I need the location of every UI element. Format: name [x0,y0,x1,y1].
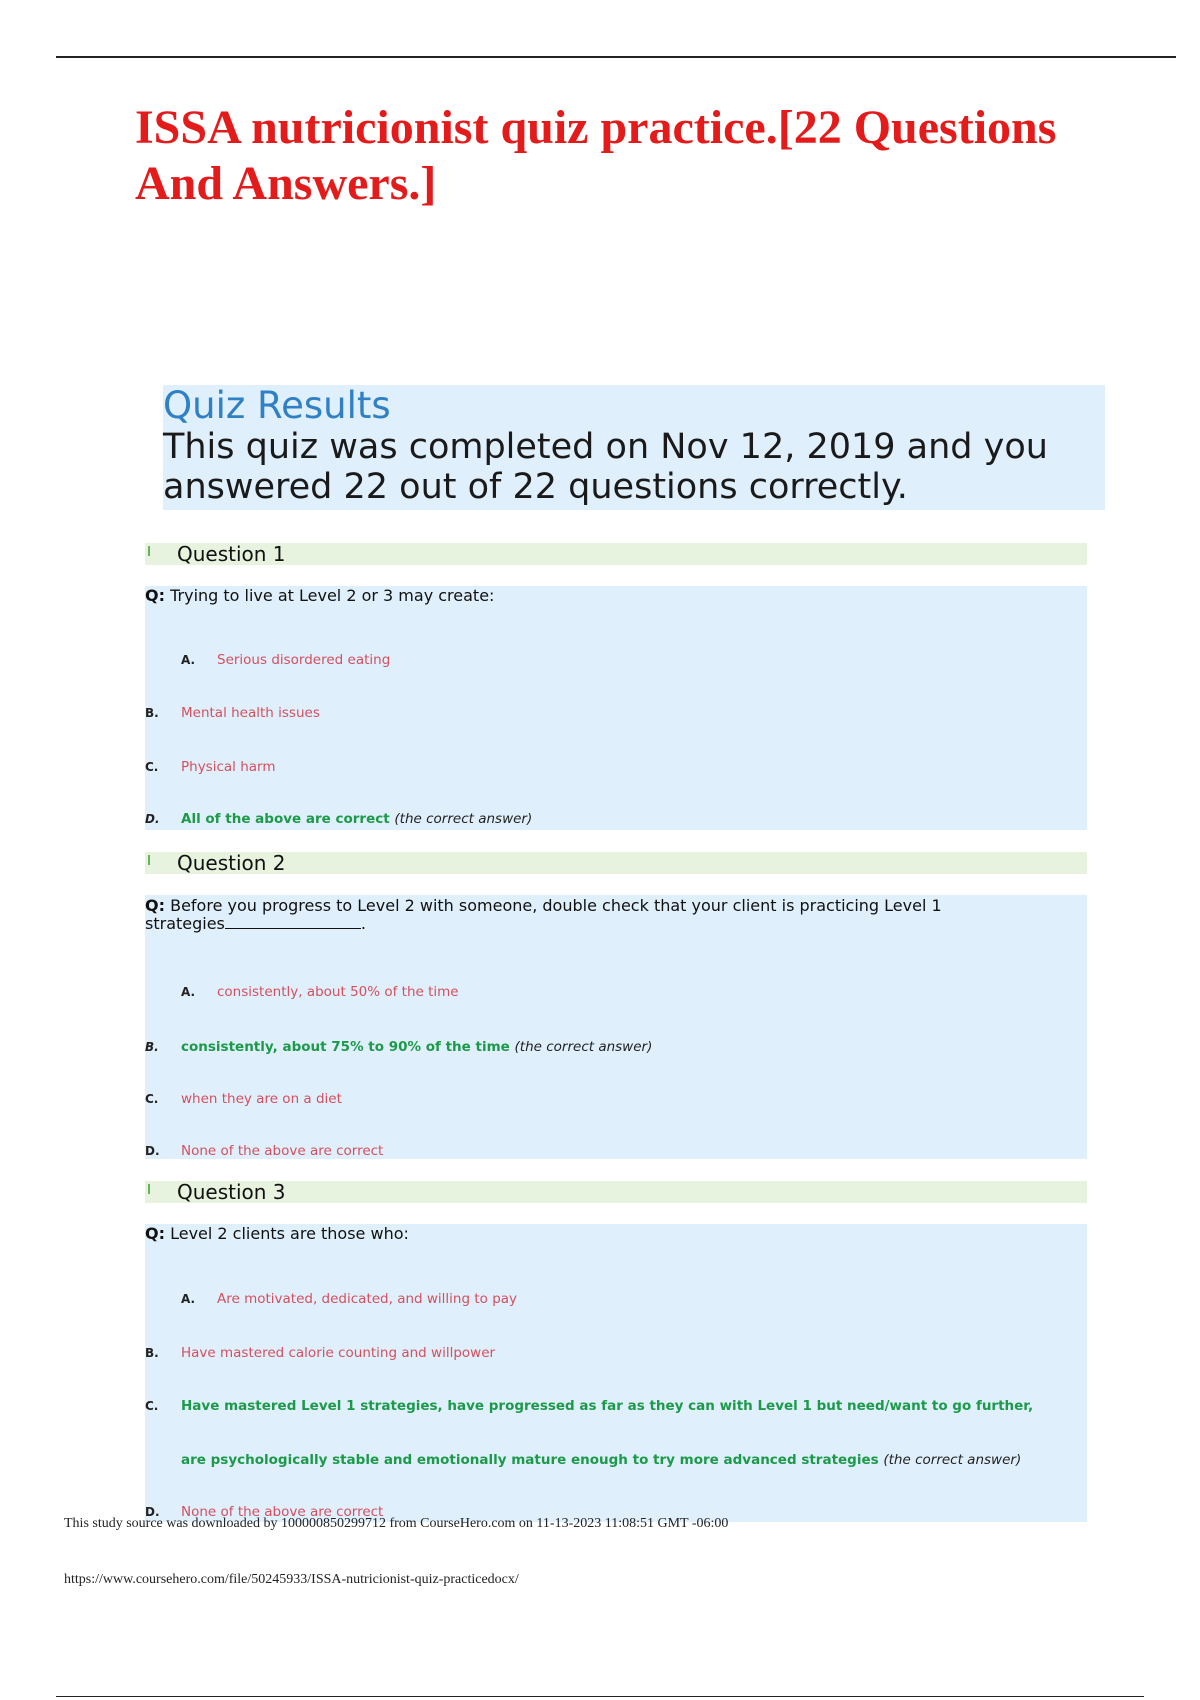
question-text [145,587,1005,605]
question-prompt: Level 2 clients are those who: [170,1224,409,1243]
question-text [145,897,1005,933]
option-letter: B. [145,706,159,720]
option-letter: D. [145,812,160,826]
question-body [145,1224,1087,1522]
option-letter: A. [181,1292,196,1306]
option-letter: B. [145,1346,159,1360]
question-label: Question 3 [177,1180,286,1204]
option-text: Physical harm [181,759,276,775]
question-prompt: Trying to live at Level 2 or 3 may create: [170,586,495,605]
option-letter: A. [181,985,196,999]
question-prefix: Q: [145,896,165,915]
quiz-results-heading: Quiz Results [163,384,391,427]
option-text: Mental health issues [181,705,320,721]
document-title: ISSA nutricionist quiz practice.[22 Questions And Answers.] [135,101,1057,210]
question-body [145,895,1087,1159]
question-header [145,1181,1087,1203]
answer-blank [225,916,361,929]
option-letter: B. [145,1040,159,1054]
option-text: None of the above are correct [181,1143,384,1159]
check-icon [148,1184,150,1194]
question-prompt: Before you progress to Level 2 with someone, double check that your client is practicing Level 1 strategies [145,896,942,933]
top-rule [56,56,1176,58]
bottom-rule [56,1696,1144,1697]
question-prefix: Q: [145,586,165,605]
check-icon [148,546,150,556]
option-text: when they are on a diet [181,1091,342,1107]
option-text: Serious disordered eating [217,652,391,668]
option-letter: C. [145,760,159,774]
option-text: None of the above are correct [181,1504,384,1520]
question-header [145,543,1087,565]
option-text: consistently, about 50% of the time [217,984,459,1000]
source-url[interactable]: https://www.coursehero.com/file/50245933/ISSA-nutricionist-quiz-practicedocx/ [64,1572,519,1587]
question-label: Question 2 [177,851,286,875]
option-letter: C. [145,1092,159,1106]
option-text: Have mastered Level 1 strategies, have progressed as far as they can with Level 1 but need/want to go further, [181,1398,1034,1414]
question-label: Question 1 [177,542,286,566]
option-letter: D. [145,1505,160,1519]
option-letter: A. [181,653,196,667]
source-line: This study source was downloaded by 100000850299712 from CourseHero.com on 11-13-2023 11:08:51 GMT -06:00 [64,1516,729,1531]
check-icon [148,855,150,865]
question-header [145,852,1087,874]
option-letter: C. [145,1399,159,1413]
question-end: . [360,914,366,933]
correct-answer-note: (the correct answer) [514,1039,653,1055]
option-text: Have mastered calorie counting and willpower [181,1345,496,1361]
correct-answer-note: (the correct answer) [394,811,533,827]
option-text: consistently, about 75% to 90% of the time [181,1039,510,1055]
option-text: Are motivated, dedicated, and willing to pay [217,1291,518,1307]
option-letter: D. [145,1144,160,1158]
quiz-results-summary: This quiz was completed on Nov 12, 2019 and you answered 22 out of 22 questions correctly. [163,427,1048,507]
question-body [145,586,1087,830]
correct-answer-note: (the correct answer) [883,1452,1022,1468]
option-text-line2: are psychologically stable and emotionally mature enough to try more advanced strategies [181,1452,879,1468]
question-text [145,1225,1005,1243]
quiz-results-panel [163,385,1105,510]
option-text: All of the above are correct [181,811,390,827]
question-prefix: Q: [145,1224,165,1243]
